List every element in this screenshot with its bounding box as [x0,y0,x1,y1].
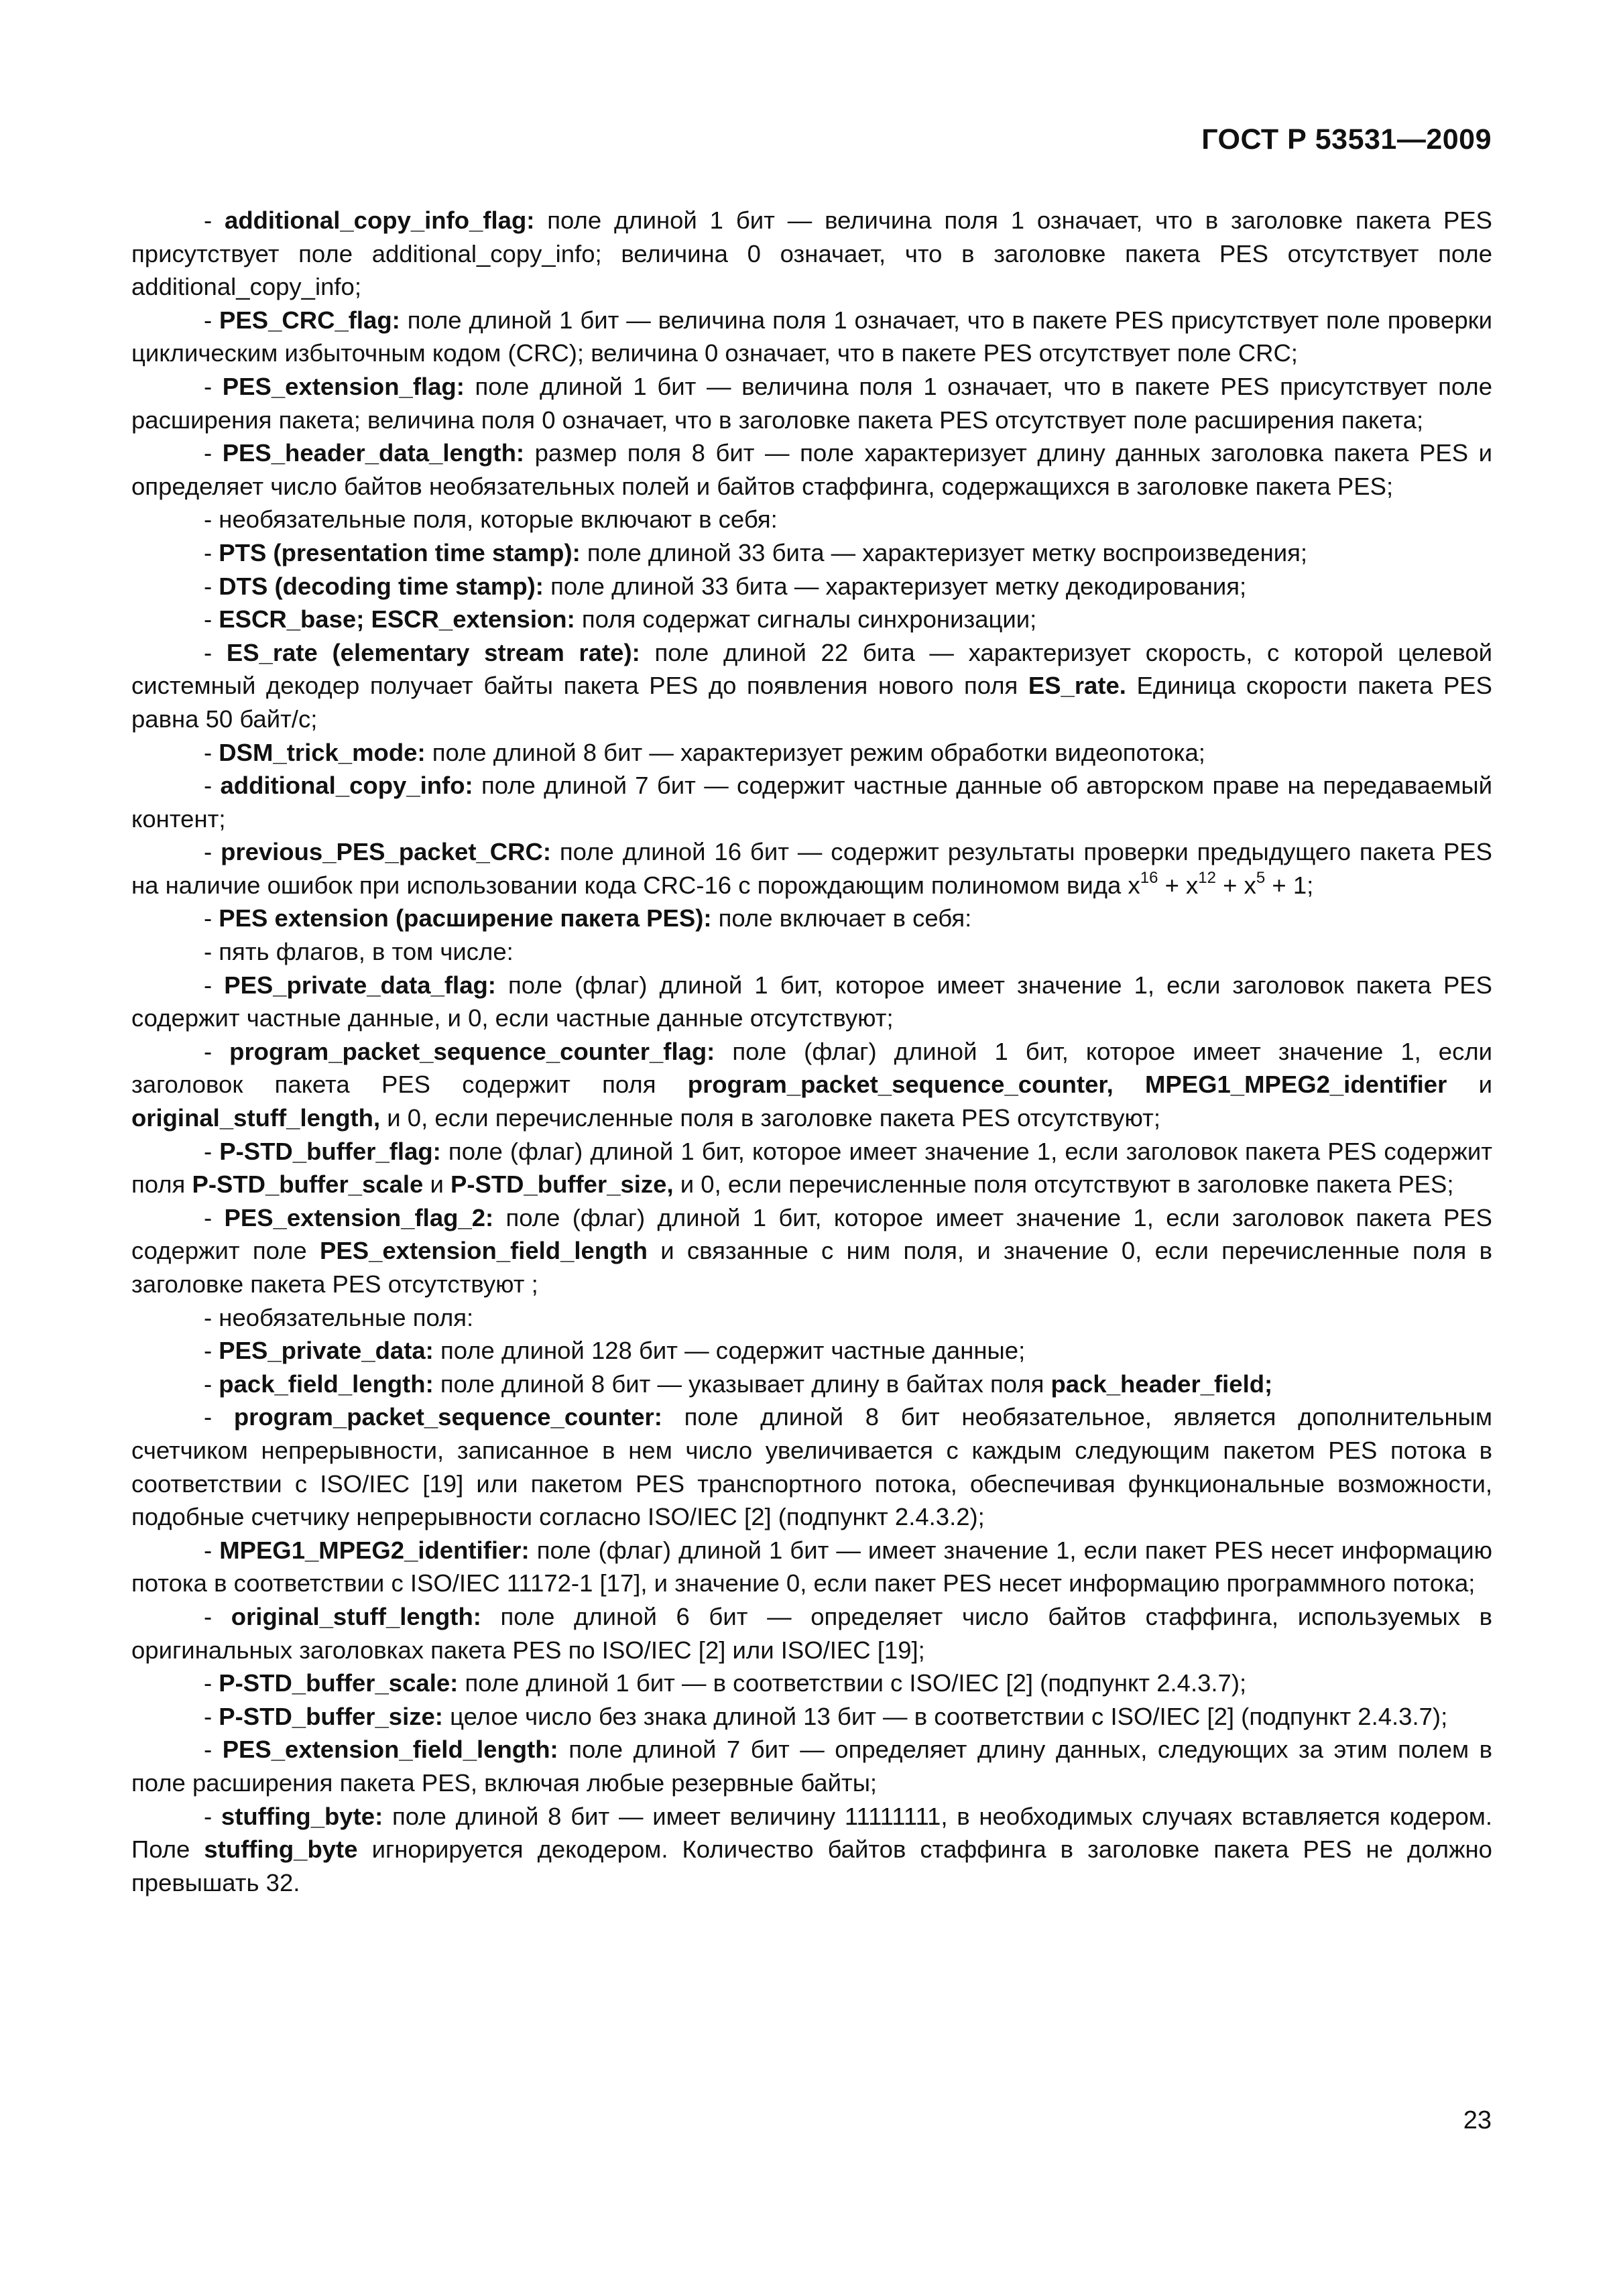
paragraph-text: - [204,838,221,866]
field-name: MPEG1_MPEG2_identifier: [219,1536,530,1564]
paragraph-text: - [204,638,227,666]
paragraph-text: поле (флаг) длиной 1 бит, которое имеет значение 1, если заголовок пакета PES содержит частные данные, и 0, если частные данные отсутствуют; [131,971,1492,1032]
paragraph-text: и [1447,1071,1492,1099]
paragraph-text: поле длиной 8 бит — указывает длину в байтах поля [433,1370,1051,1398]
field-name: PES_extension_field_length: [222,1736,558,1764]
document-body [131,204,1492,1899]
page-number: 23 [1463,2106,1492,2134]
paragraph-text: - [204,1203,225,1231]
paragraph-text: - [204,1536,220,1564]
paragraph-text: поле длиной 22 бита — характеризует скорость, с которой целевой системный декодер получает байты пакета PES до появления нового поля [131,638,1493,700]
paragraph-text: размер поля 8 бит — поле характеризует длину данных заголовка пакета PES и определяет число байтов необязательных полей и байтов стаффинга, содержащихся в заголовке пакета PES; [131,439,1492,500]
paragraph-text: поле длиной 1 бит — величина поля 1 означает, что в заголовке пакета PES присутствует поле additional_copy_info; величина 0 означает, что в заголовке пакета PES отсутствует поле additional_copy_info; [131,206,1492,301]
field-name: original_stuff_length: [231,1602,481,1630]
paragraph-text: и [423,1170,450,1199]
paragraph [131,902,1492,935]
superscript: 12 [1198,868,1216,887]
superscript: 16 [1140,868,1158,887]
paragraph-text: - [204,1802,221,1830]
paragraph-text: поле (флаг) длиной 1 бит, которое имеет значение 1, если заголовок пакета PES содержит поля [131,1037,1493,1099]
paragraph [131,204,1492,304]
paragraph [131,969,1492,1035]
paragraph-text: поле длиной 7 бит — определяет длину данных, следующих за этим полем в поле расширения пакета PES, включая любые резервные байты; [131,1736,1493,1797]
paragraph-text: поле длиной 1 бит — величина поля 1 означает, что в пакете PES присутствует поле проверки циклическим избыточным кодом (CRC); величина 0 означает, что в пакете PES отсутствует поле CRC; [131,306,1492,367]
field-name: P-STD_buffer_scale [192,1170,424,1199]
paragraph [131,1301,1492,1335]
paragraph-text: Единица скорости пакета PES равна 50 байт/с; [131,672,1492,733]
paragraph-text: - [204,1669,219,1697]
paragraph-text: - [204,206,225,234]
field-name: P-STD_buffer_flag: [219,1137,441,1165]
field-name: stuffing_byte [204,1835,358,1864]
paragraph-text: - [204,306,220,334]
paragraph [131,1368,1492,1401]
paragraph [131,935,1492,969]
field-name: program_packet_sequence_counter, MPEG1_MPEG2_identifier [687,1071,1447,1099]
paragraph-text: - [204,772,221,800]
field-name: additional_copy_info: [220,772,473,800]
paragraph [131,835,1492,902]
paragraph-text: поле длиной 16 бит — содержит результаты проверки предыдущего пакета PES на наличие ошибок при использовании кода CRC-16 с порождающим полиномом вида x [131,838,1492,899]
paragraph-text: - [204,971,225,999]
paragraph-text: + 1; [1265,871,1314,899]
field-name: previous_PES_packet_CRC: [221,838,552,866]
paragraph-text: поле (флаг) длиной 1 бит, которое имеет значение 1, если заголовок пакета PES содержит поле [131,1203,1493,1265]
paragraph [131,1201,1492,1301]
paragraph [131,1700,1492,1734]
paragraph-text: - [204,572,219,600]
field-name: ES_rate. [1028,672,1126,700]
paragraph-text: поле длиной 33 бита — характеризует метку декодирования; [543,572,1247,600]
paragraph-text: и связанные с ним поля, и значение 0, если перечисленные поля в заголовке пакета PES отсутствуют ; [131,1237,1493,1298]
paragraph-text: - [204,372,223,400]
paragraph-text: поле длиной 8 бит необязательное, является дополнительным счетчиком непрерывности, записанное в нем число увеличивается с каждым следующим пакетом PES потока в соответствии с ISO/IEC [19] или пакетом PES транспортного потока, обеспечивая функциональные возможности, подобные счетчику непрерывности согласно ISO/IEC [2] (подпункт 2.4.3.2); [131,1403,1493,1531]
paragraph-text: поле длиной 33 бита — характеризует метку воспроизведения; [580,538,1308,566]
field-name: PES_extension_field_length [320,1237,648,1265]
field-name: PES_private_data_flag: [224,971,496,999]
field-name: PES extension (расширение пакета PES): [219,904,712,932]
paragraph-text: поле длиной 8 бит — характеризует режим обработки видеопотока; [425,738,1205,766]
paragraph-text: - [204,1403,234,1431]
paragraph [131,1667,1492,1700]
field-name: additional_copy_info_flag: [225,206,535,234]
field-name: DSM_trick_mode: [219,738,426,766]
paragraph [131,503,1492,536]
paragraph [131,370,1492,436]
field-name: pack_field_length: [219,1370,434,1398]
paragraph-text: - [204,439,223,467]
field-name: original_stuff_length, [131,1104,381,1132]
paragraph-text: поле включает в себя: [711,904,972,932]
field-name: ESCR_base; ESCR_extension: [219,605,575,633]
paragraph [131,603,1492,636]
field-name: PES_CRC_flag: [219,306,400,334]
paragraph-text: поле длиной 1 бит — в соответствии с ISO/IEC [2] (подпункт 2.4.3.7); [458,1669,1247,1697]
paragraph [131,536,1492,570]
paragraph [131,1334,1492,1368]
paragraph [131,1534,1492,1600]
field-name: PTS (presentation time stamp): [219,538,581,566]
field-name: PES_header_data_length: [222,439,525,467]
paragraph-text: поле длиной 7 бит — содержит частные данные об авторском праве на передаваемый контент; [131,772,1492,833]
paragraph-text: - [204,605,219,633]
paragraph-text: - [204,1702,219,1730]
field-name: program_packet_sequence_counter: [233,1403,662,1431]
paragraph [131,304,1492,370]
paragraph-text: поле длиной 8 бит — имеет величину 11111111, в необходимых случаях вставляется кодером. Поле [131,1802,1492,1864]
paragraph-text: - [204,904,219,932]
field-name: PES_private_data: [219,1337,434,1365]
field-name: stuffing_byte: [221,1802,383,1830]
field-name: DTS (decoding time stamp): [219,572,544,600]
paragraph [131,1035,1492,1135]
field-name: pack_header_field; [1050,1370,1273,1398]
field-name: PES_extension_flag_2: [224,1203,494,1231]
paragraph-text: - [204,1137,220,1165]
paragraph-text: игнорируется декодером. Количество байтов стаффинга в заголовке пакета PES не должно превышать 32. [131,1835,1492,1896]
paragraph-text: - [204,1370,219,1398]
paragraph-text: - [204,538,219,566]
paragraph-text: - [204,1337,219,1365]
field-name: P-STD_buffer_size: [219,1702,443,1730]
paragraph-text: + x [1216,871,1256,899]
paragraph [131,436,1492,503]
paragraph-text: - [204,1736,223,1764]
paragraph-text: поле длиной 6 бит — определяет число байтов стаффинга, используемых в оригинальных заголовках пакета PES по ISO/IEC [2] или ISO/IEC [19]; [131,1602,1492,1664]
paragraph [131,769,1492,835]
paragraph-text: поля содержат сигналы синхронизации; [575,605,1037,633]
paragraph-text: - необязательные поля, которые включают в себя: [204,505,778,534]
paragraph-text: и 0, если перечисленные поля отсутствуют в заголовке пакета PES; [673,1170,1454,1199]
field-name: P-STD_buffer_size, [450,1170,674,1199]
paragraph [131,1400,1492,1533]
paragraph-text: поле (флаг) длиной 1 бит — имеет значение 1, если пакет PES несет информацию потока в соответствии с ISO/IEC 11172-1 [17], и значение 0, если пакет PES несет информацию программного потока; [131,1536,1492,1597]
paragraph-text: - необязательные поля: [204,1303,474,1331]
paragraph-text: поле длиной 1 бит — величина поля 1 означает, что в пакете PES присутствует поле расширения пакета; величина поля 0 означает, что в заголовке пакета PES отсутствует поле расширения пакета; [131,372,1493,434]
field-name: program_packet_sequence_counter_flag: [229,1037,715,1065]
paragraph [131,636,1492,736]
paragraph-text: - [204,1037,230,1065]
superscript: 5 [1256,868,1266,887]
paragraph [131,1135,1492,1201]
paragraph-text: - [204,738,219,766]
document-header: ГОСТ Р 53531—2009 [1201,123,1492,156]
paragraph-text: - пять флагов, в том числе: [204,938,514,966]
paragraph-text: - [204,1602,231,1630]
paragraph [131,1800,1492,1900]
paragraph-text: поле длиной 128 бит — содержит частные данные; [433,1337,1026,1365]
paragraph-text: поле (флаг) длиной 1 бит, которое имеет значение 1, если заголовок пакета PES содержит поля [131,1137,1493,1199]
paragraph [131,570,1492,603]
field-name: ES_rate (elementary stream rate): [226,638,640,666]
paragraph-text: + x [1158,871,1199,899]
paragraph [131,1733,1492,1799]
paragraph [131,736,1492,770]
paragraph-text: и 0, если перечисленные поля в заголовке пакета PES отсутствуют; [380,1104,1160,1132]
field-name: P-STD_buffer_scale: [219,1669,459,1697]
field-name: PES_extension_flag: [222,372,465,400]
paragraph [131,1600,1492,1667]
paragraph-text: целое число без знака длиной 13 бит — в соответствии с ISO/IEC [2] (подпункт 2.4.3.7); [442,1702,1448,1730]
